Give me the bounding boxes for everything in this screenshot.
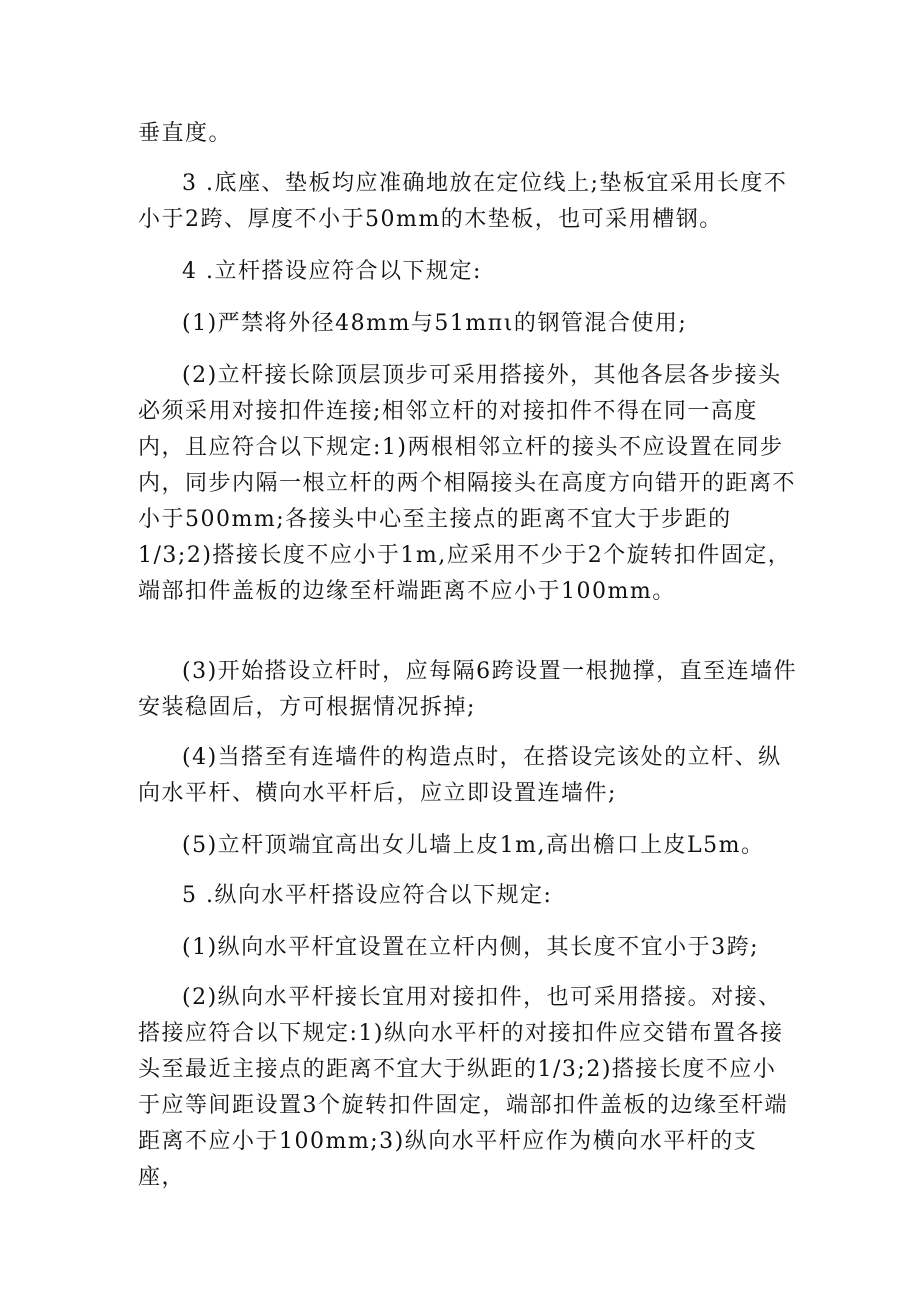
paragraph-item-5-1: (1)纵向水平杆宜设置在立杆内侧，其长度不宜小于3跨; (182, 935, 760, 960)
paragraph-item-5-2: (2)纵向水平杆接长宜用对接扣件，也可采用搭接。对接、搭接应符合以下规定:1)纵向水平杆的对接扣件应交错布置各接头至最近主接点的距离不宜大于纵距的1/3;2)搭接长度不应小于应等间距设置3个旋转扣件固定，端部扣件盖板的边缘至杆端距离不应小于100mm;3)纵向水平杆应作为横向水平杆的支座， (138, 985, 788, 1190)
paragraph-item-4-1: (1)严禁将外径48mm与51mπι的钢管混合使用; (182, 311, 688, 336)
paragraph-item-4-2: (2)立杆接长除顶层顶步可采用搭接外，其他各层各步接头必须采用对接扣件连接;相邻立杆的对接扣件不得在同一高度内，且应符合以下规定:1)两根相邻立杆的接头不应设置在同步内，同步内隔一根立杆的两个相隔接头在高度方向错开的距离不小于500mm;各接头中心至主接点的距离不宜大于步距的1/3;2)搭接长度不应小于1m,应采用不少于2个旋转扣件固定，端部扣件盖板的边缘至杆端距离不应小于100mm。 (138, 363, 797, 604)
paragraph-verticality-end: 垂直度。 (138, 121, 233, 146)
paragraph-item-3-base-pad: 3 .底座、垫板均应准确地放在定位线上;垫板宜采用长度不小于2跨、厚度不小于50mm的木垫板，也可采用槽钢。 (138, 171, 788, 232)
paragraph-item-4-3: (3)开始搭设立杆时，应每隔6跨设置一根抛撑，直至连墙件安装稳固后，方可根据情况拆掉; (138, 659, 798, 720)
paragraph-item-4-heading: 4 .立杆搭设应符合以下规定: (182, 259, 482, 284)
paragraph-item-5-heading: 5 .纵向水平杆搭设应符合以下规定: (182, 883, 553, 908)
paragraph-item-4-4: (4)当搭至有连墙件的构造点时，在搭设完该处的立杆、纵向水平杆、横向水平杆后，应立即设置连墙件; (138, 745, 782, 806)
paragraph-item-4-5: (5)立杆顶端宜高出女儿墙上皮1m,高出檐口上皮L5m。 (182, 833, 765, 858)
